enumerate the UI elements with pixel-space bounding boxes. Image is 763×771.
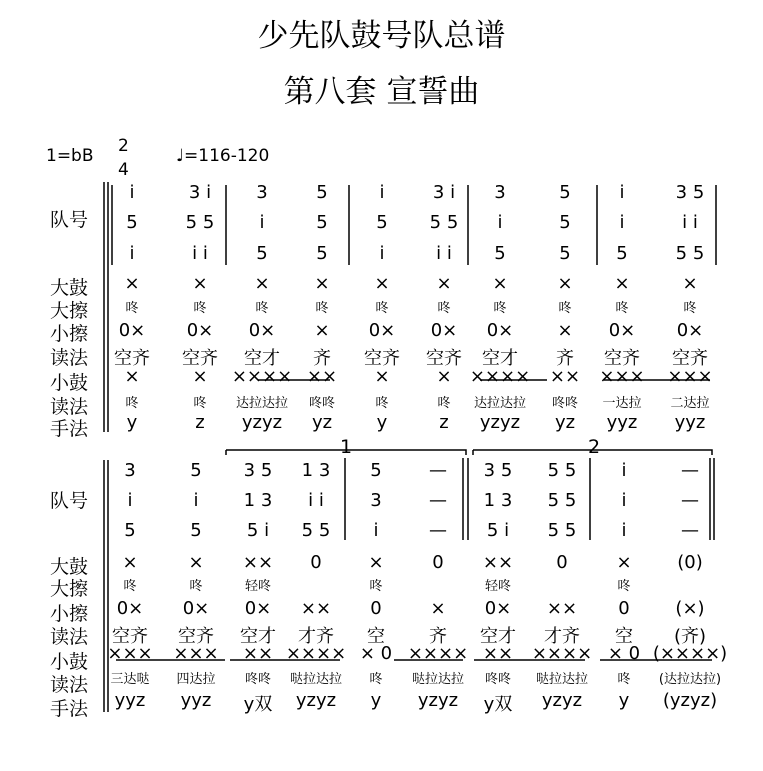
system2-dufa1-cell: 空齐: [178, 626, 214, 647]
system1-shoufa-cell: yzyz: [241, 412, 283, 433]
system2-xiaocha-cell: 0: [618, 598, 630, 619]
time-signature-top: 2: [118, 136, 129, 156]
system2-dagu-cell: ×: [122, 552, 138, 573]
system1-xiaogu-cell: ×××: [667, 366, 713, 387]
system1-hao3-cell: 5: [316, 243, 328, 264]
system2-dufa2-cell: 咚: [369, 672, 383, 687]
system1-dufa2-cell: 二达拉: [670, 396, 710, 411]
system1-hao1-cell: 3 i: [432, 182, 456, 203]
system1-shoufa-cell: yyz: [606, 412, 638, 433]
system2-hao2-cell: 1 3: [243, 490, 273, 511]
system2-shoufa-cell: yyz: [114, 690, 146, 711]
system1-xiaogu-cell: ×××: [599, 366, 645, 387]
system1-dagu-cell: ×: [436, 273, 452, 294]
system1-shoufa-cell: y: [126, 412, 138, 433]
system1-shoufa-cell: yz: [554, 412, 576, 433]
system1-xiaogu-cell: ×: [124, 366, 140, 387]
system2-hao3-cell: i: [621, 520, 627, 541]
system1-hao3-cell: i i: [192, 243, 208, 264]
system1-hao1-cell: 3 i: [188, 182, 212, 203]
system1-hao1-cell: 3 5: [675, 182, 705, 203]
system2-dufa2-cell: 咚咚: [244, 672, 271, 687]
system2-shoufa-cell: y: [618, 690, 630, 711]
system2-hao2-cell: 1 3: [483, 490, 513, 511]
system2-dagu-cell: ×: [616, 552, 632, 573]
system2-hao3-cell: —: [681, 520, 699, 541]
system2-xiaocha-cell: 0×: [244, 598, 272, 619]
system1-dacha-cell: 咚: [125, 301, 139, 316]
system1-dufa2-cell: 达拉达拉: [235, 396, 288, 411]
system2-dufa1-cell: 才齐: [544, 626, 580, 647]
key-signature: 1=bB: [46, 146, 94, 166]
system1-dacha-cell: 咚: [493, 301, 507, 316]
system2-shoufa-cell: yzyz: [295, 690, 337, 711]
system1-dacha-cell: 咚: [315, 301, 329, 316]
system1-xiaocha-cell: 0×: [676, 320, 704, 341]
system2-hao2-cell: 5 5: [547, 490, 577, 511]
system2-shoufa-cell: yzyz: [541, 690, 583, 711]
system2-dufa1-cell: 空: [615, 626, 633, 647]
system1-hao1-cell: 3: [494, 182, 506, 203]
system1-xiaogu-cell: ××××: [231, 366, 293, 387]
system1-dufa1-cell: 空齐: [364, 348, 400, 369]
system2-dagu-cell: (0): [677, 552, 703, 573]
system1-hao1-cell: 5: [559, 182, 571, 203]
system1-dagu-cell: ×: [374, 273, 390, 294]
system1-dagu-cell: ×: [314, 273, 330, 294]
system2-hao3-cell: 5 5: [301, 520, 331, 541]
tempo-value: =116-120: [184, 146, 270, 166]
system1-xiaocha-cell: 0×: [486, 320, 514, 341]
system2-hao3-cell: 5 5: [547, 520, 577, 541]
system2-hao3-cell: 5 i: [246, 520, 270, 541]
system2-dacha-cell: 咚: [123, 579, 137, 594]
system2-shoufa-cell: y双: [483, 694, 513, 715]
label-dufa1: 读法: [50, 347, 89, 369]
score-subtitle: 第八套 宣誓曲: [283, 74, 480, 110]
system2-dufa2-cell: 三达哒: [110, 672, 150, 687]
system2-dufa1-cell: 空才: [240, 626, 276, 647]
system1-shoufa-cell: z: [439, 412, 449, 433]
system2-xiaocha-cell: ×: [430, 598, 446, 619]
system2-dagu-cell: 0: [310, 552, 322, 573]
system1-dacha-cell: 咚: [615, 301, 629, 316]
label-hao: 队号: [50, 209, 89, 231]
system1-hao2-cell: 5: [559, 212, 571, 233]
system1-xiaocha-cell: ×: [314, 320, 330, 341]
system1-dufa1-cell: 齐: [556, 348, 574, 369]
label-dagu-2: 大鼓: [50, 556, 89, 578]
system1-hao3-cell: i: [379, 243, 385, 264]
system2-dagu-cell: ×: [188, 552, 204, 573]
system1-xiaocha-cell: ×: [557, 320, 573, 341]
system1-hao2-cell: i: [259, 212, 265, 233]
system2-shoufa-cell: yzyz: [417, 690, 459, 711]
system2-xiaocha-cell: ××: [300, 598, 332, 619]
system2-hao2-cell: —: [429, 490, 447, 511]
system1-dagu-cell: ×: [124, 273, 140, 294]
system1-xiaocha-cell: 0×: [430, 320, 458, 341]
system2-hao2-cell: 3: [370, 490, 382, 511]
volta-second-number: 2: [588, 436, 601, 458]
system2-shoufa-cell: y: [370, 690, 382, 711]
system2-xiaogu-cell: (××××): [652, 643, 728, 664]
system1-dagu-cell: ×: [557, 273, 573, 294]
label-dufa2-2: 读法: [50, 674, 89, 696]
system2-hao1-cell: 3: [124, 460, 136, 481]
system2-dacha-cell: 咚: [189, 579, 203, 594]
system1-hao2-cell: i i: [682, 212, 698, 233]
system2-xiaogu-cell: ××××: [285, 643, 347, 664]
system2-hao1-cell: 3 5: [243, 460, 273, 481]
label-xiaocha-2: 小擦: [50, 603, 89, 625]
system2-dufa2-cell: 咚: [617, 672, 631, 687]
system1-shoufa-cell: yz: [311, 412, 333, 433]
system1-dufa1-cell: 空齐: [182, 348, 218, 369]
system2-xiaogu-cell: × 0: [607, 643, 641, 664]
system1-hao1-cell: i: [379, 182, 385, 203]
system1-dagu-cell: ×: [682, 273, 698, 294]
system1-dufa1-cell: 空才: [244, 348, 280, 369]
system2-dagu-cell: ×: [368, 552, 384, 573]
label-dufa1-2: 读法: [50, 626, 89, 648]
system1-hao3-cell: 5 5: [675, 243, 705, 264]
system1-hao1-cell: i: [129, 182, 135, 203]
system1-dufa2-cell: 咚: [375, 396, 389, 411]
system2-hao1-cell: 5 5: [547, 460, 577, 481]
system2-dacha-cell: 轻咚: [244, 579, 271, 594]
system2-xiaocha-cell: 0×: [182, 598, 210, 619]
system1-dufa1-cell: 空齐: [114, 348, 150, 369]
label-xiaogu: 小鼓: [50, 372, 89, 394]
system1-hao3-cell: i i: [436, 243, 452, 264]
system1-dagu-cell: ×: [254, 273, 270, 294]
system1-dacha-cell: 咚: [558, 301, 572, 316]
system2-xiaogu-cell: ×××: [107, 643, 153, 664]
system1-dufa1-cell: 空齐: [426, 348, 462, 369]
system2-hao3-cell: 5: [124, 520, 136, 541]
system2-dufa1-cell: 才齐: [298, 626, 334, 647]
system2-hao1-cell: 1 3: [301, 460, 331, 481]
system1-hao3-cell: 5: [494, 243, 506, 264]
system1-dufa1-cell: 空齐: [672, 348, 708, 369]
system1-dufa1-cell: 齐: [313, 348, 331, 369]
system1-dagu-cell: ×: [492, 273, 508, 294]
system1-hao2-cell: 5: [316, 212, 328, 233]
system1-dufa2-cell: 咚: [125, 396, 139, 411]
system2-xiaocha-cell: ××: [546, 598, 578, 619]
system2-dagu-cell: ××: [242, 552, 274, 573]
system1-hao1-cell: i: [619, 182, 625, 203]
system2-hao1-cell: i: [621, 460, 627, 481]
label-dagu: 大鼓: [50, 277, 89, 299]
system2-xiaogu-cell: × 0: [359, 643, 393, 664]
label-dacha-2: 大擦: [50, 578, 89, 600]
time-signature-bottom: 4: [118, 160, 129, 180]
system2-dufa1-cell: 空: [367, 626, 385, 647]
system2-dufa2-cell: 哒拉达拉: [411, 672, 464, 687]
system2-xiaogu-cell: ××: [482, 643, 514, 664]
system1-dacha-cell: 咚: [437, 301, 451, 316]
system2-xiaocha-cell: (×): [675, 598, 705, 619]
system1-xiaocha-cell: 0×: [368, 320, 396, 341]
system2-dufa2-cell: 咚咚: [484, 672, 511, 687]
system1-xiaocha-cell: 0×: [186, 320, 214, 341]
system2-dufa1-cell: 空齐: [112, 626, 148, 647]
system2-hao1-cell: 3 5: [483, 460, 513, 481]
system2-hao1-cell: —: [681, 460, 699, 481]
system2-dufa2-cell: 哒拉达拉: [535, 672, 588, 687]
system2-xiaogu-cell: ××××: [531, 643, 593, 664]
system1-xiaocha-cell: 0×: [248, 320, 276, 341]
system1-hao1-cell: 5: [316, 182, 328, 203]
system1-hao3-cell: 5: [559, 243, 571, 264]
system1-xiaogu-cell: ×: [436, 366, 452, 387]
system2-hao1-cell: 5: [370, 460, 382, 481]
system1-dufa2-cell: 咚咚: [551, 396, 578, 411]
score-title: 少先队鼓号队总谱: [257, 18, 506, 54]
system1-hao2-cell: i: [497, 212, 503, 233]
system2-dacha-cell: 咚: [369, 579, 383, 594]
system1-hao3-cell: 5: [256, 243, 268, 264]
label-shoufa: 手法: [50, 418, 89, 440]
system2-shoufa-cell: y双: [243, 694, 273, 715]
system1-dufa2-cell: 一达拉: [602, 396, 642, 411]
system2-shoufa-cell: (yzyz): [662, 690, 718, 711]
system1-dacha-cell: 咚: [683, 301, 697, 316]
label-xiaocha: 小擦: [50, 323, 89, 345]
system1-dacha-cell: 咚: [375, 301, 389, 316]
label-hao-2: 队号: [50, 490, 89, 512]
system2-dagu-cell: ××: [482, 552, 514, 573]
system2-xiaogu-cell: ××: [242, 643, 274, 664]
system1-xiaogu-cell: ×: [192, 366, 208, 387]
system2-xiaogu-cell: ×××: [173, 643, 219, 664]
system2-dagu-cell: 0: [432, 552, 444, 573]
system2-shoufa-cell: yyz: [180, 690, 212, 711]
system1-xiaogu-cell: ×: [374, 366, 390, 387]
system1-hao2-cell: i: [619, 212, 625, 233]
system1-xiaogu-cell: ××××: [469, 366, 531, 387]
label-dacha: 大擦: [50, 300, 89, 322]
system2-dagu-cell: 0: [556, 552, 568, 573]
system2-hao3-cell: 5 i: [486, 520, 510, 541]
system2-xiaogu-cell: ××××: [407, 643, 469, 664]
system1-xiaogu-cell: ××: [549, 366, 581, 387]
system2-xiaocha-cell: 0×: [116, 598, 144, 619]
system2-hao1-cell: —: [429, 460, 447, 481]
system1-dufa2-cell: 咚咚: [308, 396, 335, 411]
system1-hao3-cell: 5: [616, 243, 628, 264]
system1-shoufa-cell: yzyz: [479, 412, 521, 433]
label-shoufa-2: 手法: [50, 698, 89, 720]
system2-dufa2-cell: 四达拉: [176, 672, 216, 687]
system1-dufa2-cell: 咚: [437, 396, 451, 411]
label-xiaogu-2: 小鼓: [50, 651, 89, 673]
system2-hao3-cell: —: [429, 520, 447, 541]
system2-dufa2-cell: 哒拉达拉: [289, 672, 342, 687]
system1-hao2-cell: 5: [126, 212, 138, 233]
system1-xiaogu-cell: ××: [306, 366, 338, 387]
system2-hao2-cell: —: [681, 490, 699, 511]
volta-first-number: 1: [340, 436, 353, 458]
system1-xiaocha-cell: 0×: [118, 320, 146, 341]
system2-dacha-cell: 咚: [617, 579, 631, 594]
system1-hao2-cell: 5 5: [429, 212, 459, 233]
system2-dufa2-cell: (达拉达拉): [658, 672, 722, 687]
system2-hao2-cell: i: [127, 490, 133, 511]
system2-dufa1-cell: 齐: [429, 626, 447, 647]
system1-hao2-cell: 5 5: [185, 212, 215, 233]
system2-hao2-cell: i i: [308, 490, 324, 511]
system2-xiaocha-cell: 0: [370, 598, 382, 619]
system1-shoufa-cell: y: [376, 412, 388, 433]
system2-xiaocha-cell: 0×: [484, 598, 512, 619]
system1-dacha-cell: 咚: [255, 301, 269, 316]
system1-xiaocha-cell: 0×: [608, 320, 636, 341]
system2-hao2-cell: i: [621, 490, 627, 511]
system1-dufa1-cell: 空才: [482, 348, 518, 369]
system2-dufa1-cell: (齐): [673, 626, 707, 647]
system1-dufa2-cell: 达拉达拉: [473, 396, 526, 411]
system1-hao2-cell: 5: [376, 212, 388, 233]
system1-dufa1-cell: 空齐: [604, 348, 640, 369]
system2-hao3-cell: 5: [190, 520, 202, 541]
system2-dufa1-cell: 空才: [480, 626, 516, 647]
label-dufa2: 读法: [50, 396, 89, 418]
system2-hao1-cell: 5: [190, 460, 202, 481]
system1-dacha-cell: 咚: [193, 301, 207, 316]
system1-dagu-cell: ×: [192, 273, 208, 294]
system1-dagu-cell: ×: [614, 273, 630, 294]
system1-hao3-cell: i: [129, 243, 135, 264]
system1-hao1-cell: 3: [256, 182, 268, 203]
system2-dacha-cell: 轻咚: [484, 579, 511, 594]
quarter-note-icon: ♩: [176, 146, 185, 166]
system1-dufa2-cell: 咚: [193, 396, 207, 411]
system1-shoufa-cell: z: [195, 412, 205, 433]
system2-hao2-cell: i: [193, 490, 199, 511]
system2-hao3-cell: i: [373, 520, 379, 541]
system1-shoufa-cell: yyz: [674, 412, 706, 433]
